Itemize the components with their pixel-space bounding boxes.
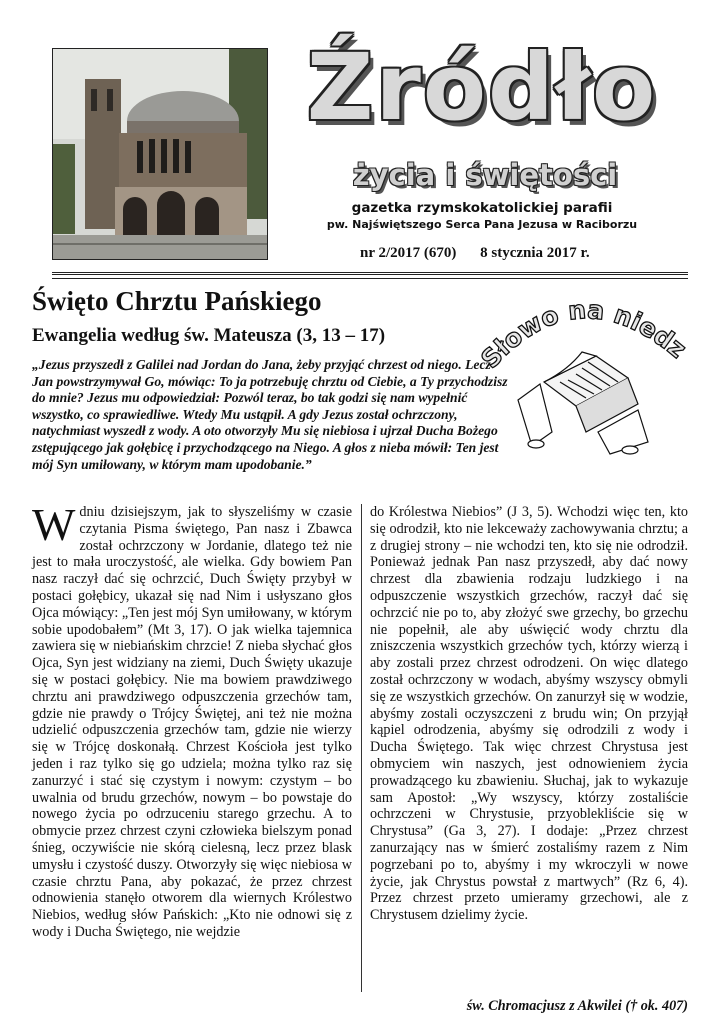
gospel-quote: „Jezus przyszedł z Galilei nad Jordan do Jana, żeby przyjąć chrzest od niego. Lecz Jan powstrzymywał Go, mówiąc: To ja potrzebuję chrztu od Ciebie, a Ty przychodzisz do mnie? Jezus mu odpowiedział: Pozwól teraz, bo tak godzi się nam wypełnić wszystko, co sprawiedliwe. Wtedy Mu ustąpił. A gdy Jezus został ochrzczony, natychmiast wyszedł z wody. A oto otworzyły Mu się niebiosa i ujrzał Ducha Bożego zstępującego jak gołębicę i przychodzącego na Niego. A głos z nieba mówił: Ten jest mój Syn umiłowany, w którym mam upodobanie.” xyxy=(32,357,508,472)
parish-name: pw. Najświętszego Serca Pana Jezusa w Raciborzu xyxy=(326,218,638,231)
masthead-title: Źródło xyxy=(306,34,658,141)
left-column-text: dniu dzisiejszym, jak to słyszeliśmy w czasie czytania Pisma świętego, Pan nasz i Zbawca został ochrzczony w Jordanie, dlatego też nie jest to mała uroczystość, ale wielka. Gdy bowiem Pan nasz raczył dać się ochrzcić, Duch Święty przybył w postaci gołębicy, ukazał się nad Nim i usłyszano głos Ojca mówiący: „Ten jest mój Syn umiłowany, w którym sobie upodobałem” (Mt 3, 17). O jak wielka tajemnica zawiera się w niebiańskim chrzcie! Z nieba słychać głos Ojca, Syn jest widziany na ziemi, Duch Święty ukazuje się w postaci gołębicy. Nie ma bowiem prawdziwego chrztu ani prawdziwego odpuszczenia grzechów tam, gdzie nie prawdy o Trójcy Świętej, ani też nie można udzielić odpuszczenia grzechów tam, gdzie nie wierzy się w Trójcę doskonałą. Chrzest Kościoła jest tylko jeden i raz tylko się go udziela; można tylko raz się zanurzyć i stać się czystym i nowym: czystym – bo uwalnia od brudu grzechów, nowym – bo powstaje do nowego życia po odrzuceniu starego grzechu. A to obmycie przez chrzest czyni człowieka bielszym ponad śnieg, oczywiście nie skórą cielesną, lecz przez blask umysłu i czystość duszy. Otworzyły się więc niebiosa w czasie chrztu Pana, aby pokazać, że przez chrzest odnowienia stanęło otworem dla wiernych Królestwo Niebios, według słów Pańskich: „Kto nie odnowi się z wody i Ducha Świętego, nie wejdzie xyxy=(32,504,353,940)
badge-text: Słowo na niedz xyxy=(478,295,692,374)
issue-number: nr 2/2017 (670) xyxy=(360,245,457,261)
author-signature: św. Chromacjusz z Akwilei († ok. 407) xyxy=(466,998,688,1014)
issue-info xyxy=(360,245,610,262)
dropcap: W xyxy=(32,499,76,550)
article-left-column xyxy=(32,499,353,941)
masthead-subtitle: życia i świętości xyxy=(352,158,618,192)
right-column-text: do Królestwa Niebios” (J 3, 5). Wchodzi więc ten, kto się odrodził, kto nie lekceważy zachowywania chrztu; a z drugiej strony – nie wchodzi ten, kto się nie odrodził. Ponieważ jednak Pan nasz przyszedł, aby dać nowy chrzest dla zbawienia rodzaju ludzkiego i na odpuszczenie wszystkich grzechów, raczył dać się ochrzcić nie po to, aby złożyć swe grzechy, bo grzechu nie popełnił, ale aby uświęcić wody chrztu dla zniszczenia wszystkich grzechów tych, którzy wierzą i aby zostali przez chrzest odrodzeni. On więc dlatego został ochrzczony w wodach, abyśmy wszyscy obmyli się ze wszystkich grzechów. On zanurzył się w wodzie, abyśmy zostali oczyszczeni z brudu win; On przyjął kąpiel odrodzenia, abyśmy się odrodzili z wody i Ducha Świętego. Tak więc chrzest Chrystusa jest obmyciem win naszych, jest odnowieniem życia prowadzącego ku zbawieniu. Słuchaj, jak to wykazuje sam Apostoł: „Wy wszyscy, którzy zostaliście ochrzczeni w Chrystusie, przyoblekliście się w Chrystusa” (Ga 3, 27). I dodaje: „Przez chrzest zanurzający nas w śmierć zostaliśmy razem z Nim pogrzebani po to, abyśmy i my wkroczyli w nowe życie, jak Chrystus powstał z martwych” (Rz 6, 4). Przez chrzest przeto umieramy grzechowi, ale z Chrystusem dzielimy życie. xyxy=(370,504,688,924)
church-photo xyxy=(52,48,268,260)
article-right-column xyxy=(370,504,688,924)
issue-date: 8 stycznia 2017 r. xyxy=(480,245,590,261)
gospel-reference: Ewangelia według św. Mateusza (3, 13 – 17) xyxy=(32,325,386,346)
header-divider xyxy=(52,272,688,279)
bible-icon xyxy=(518,352,648,454)
article-title: Święto Chrztu Pańskiego xyxy=(32,286,322,316)
column-divider xyxy=(361,504,362,992)
parish-type: gazetka rzymskokatolickiej parafii xyxy=(351,200,613,216)
